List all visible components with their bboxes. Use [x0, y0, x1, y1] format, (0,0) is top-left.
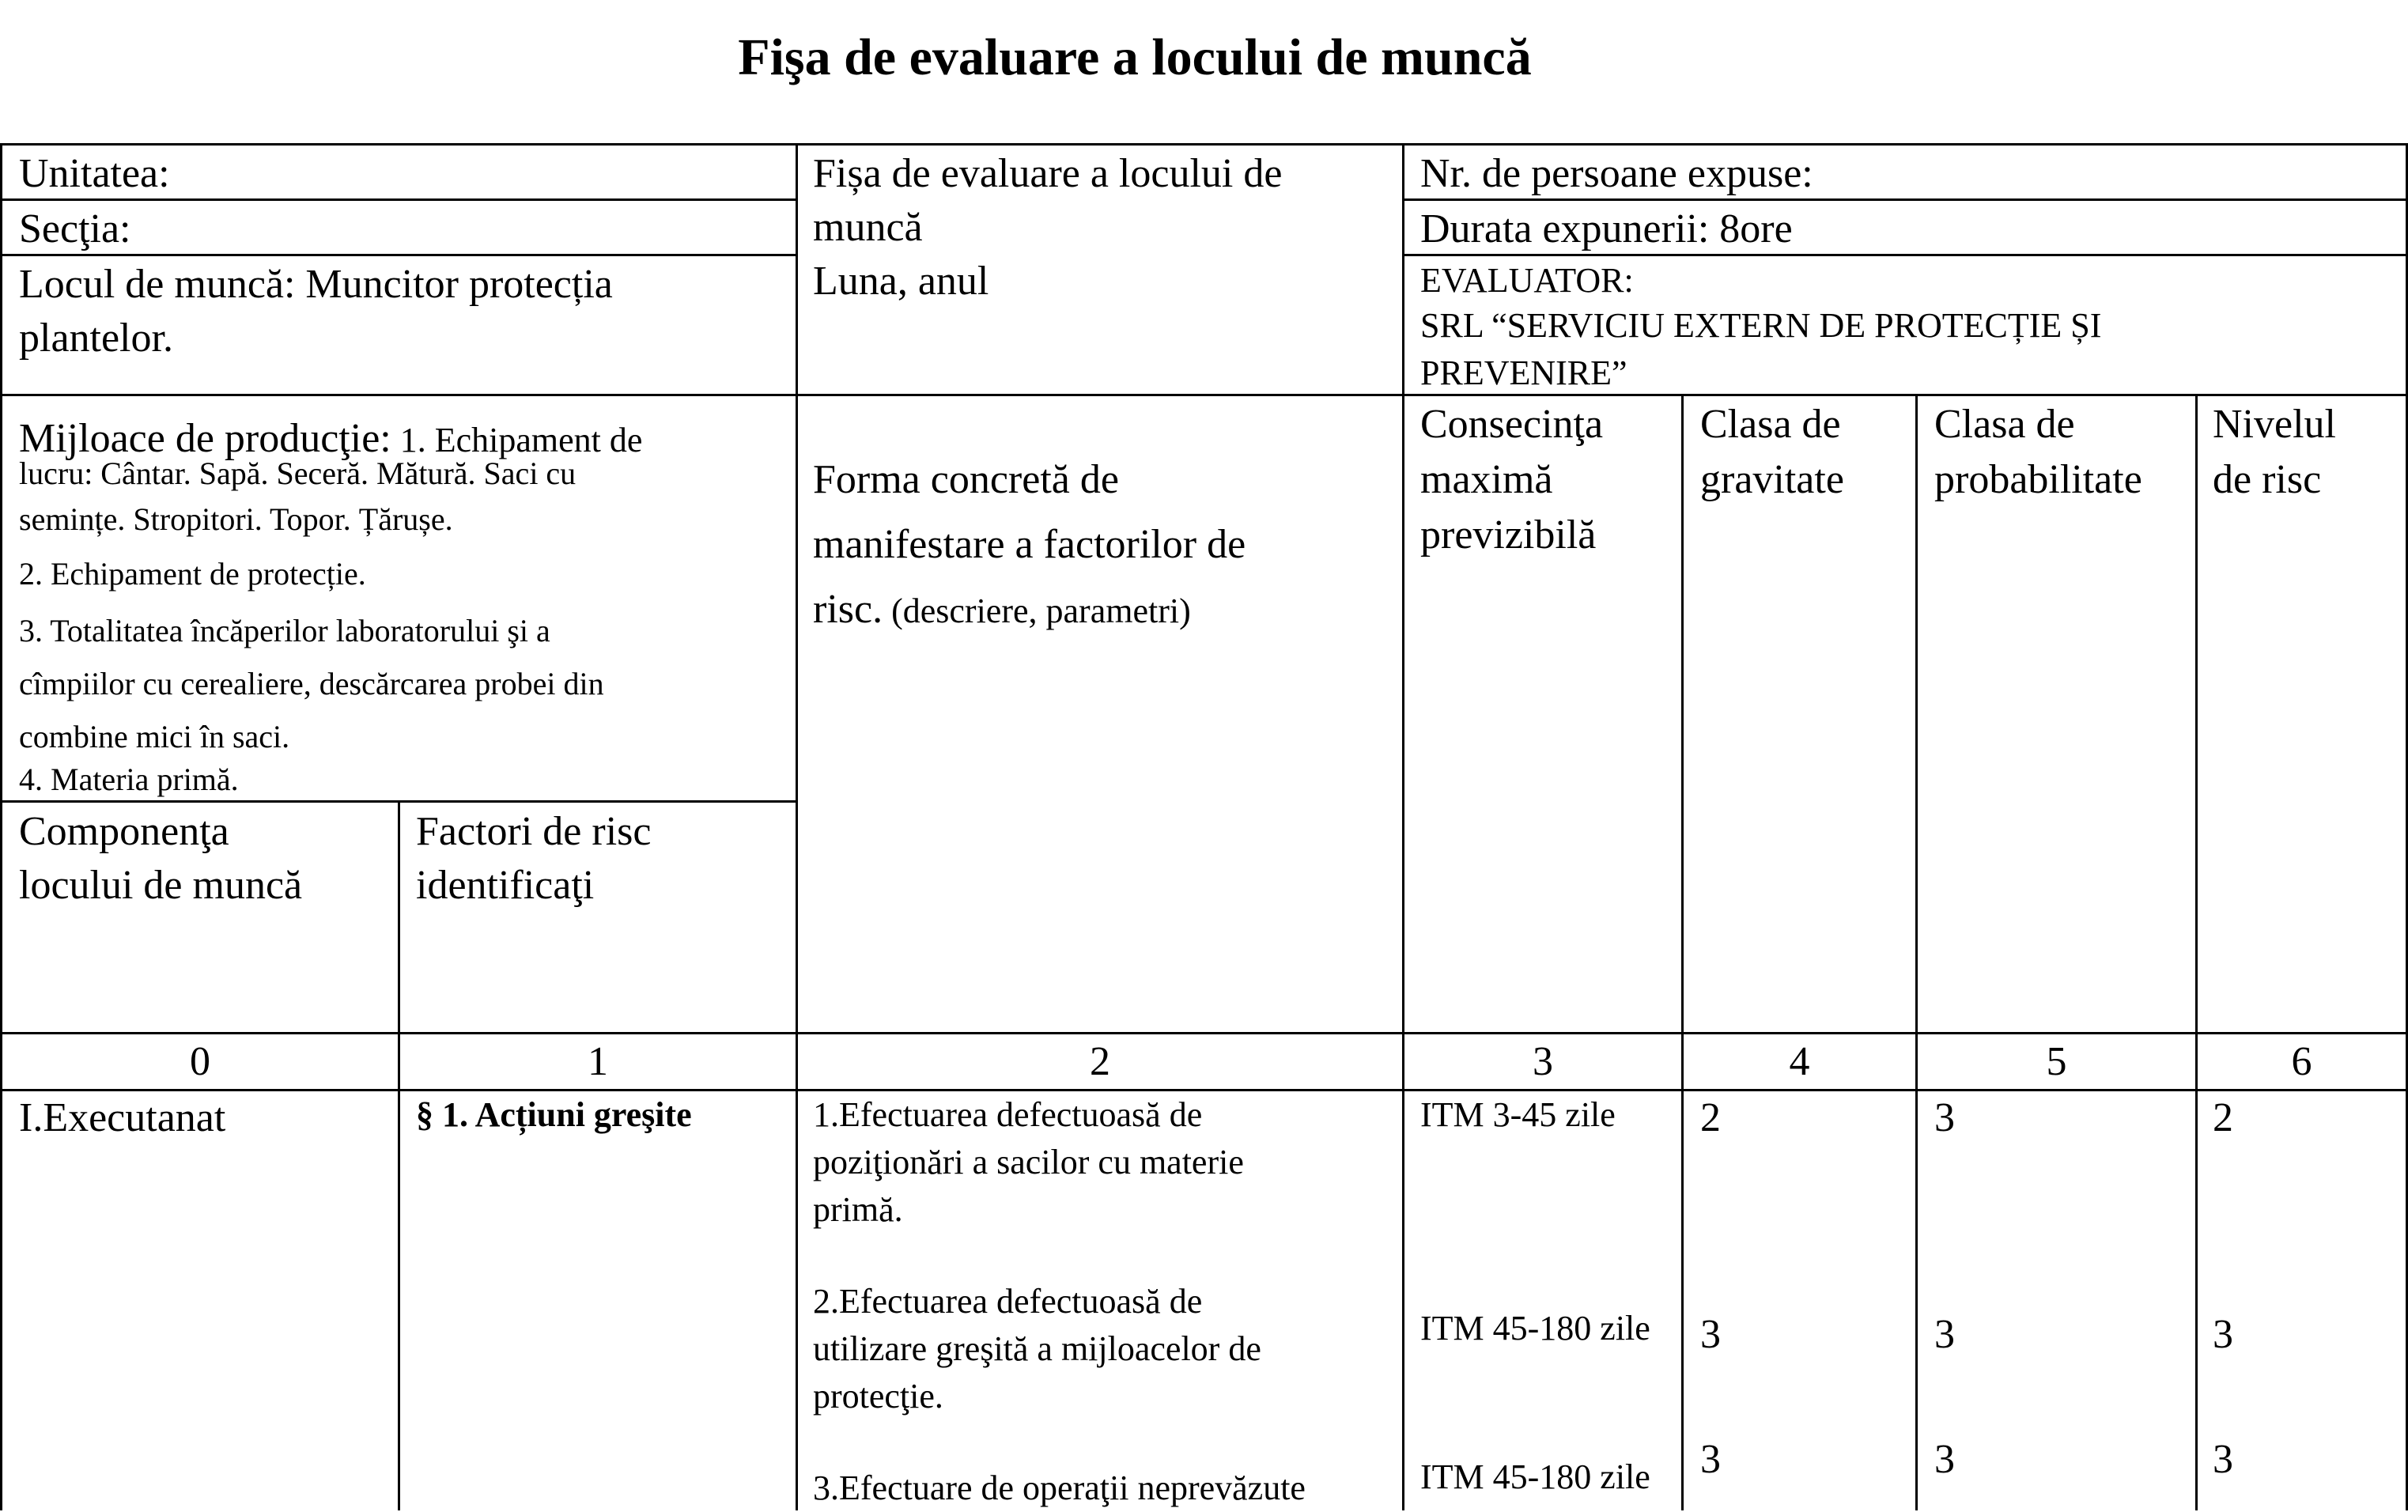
mijloace-label: Mijloace de producţie:: [19, 416, 391, 461]
probabilitate-value-1: 3: [1934, 1095, 1955, 1140]
consecinta-value-2: ITM 45-180 zile: [1420, 1309, 1650, 1348]
mijloace-item-4: 4. Materia primă.: [19, 762, 239, 797]
column-number: 4: [1789, 1039, 1810, 1084]
gravitate-value-1: 2: [1700, 1095, 1721, 1140]
consecinta-header: Consecinţa maximă previzibilă: [1420, 402, 1604, 558]
document-title: Fişa de evaluare a locului de muncă: [738, 28, 1532, 86]
mijloace-item-2: 2. Echipament de protecție.: [19, 556, 366, 592]
mijloace-item-1-detail: lucru: Cântar. Sapă. Seceră. Mătură. Saci cu semințe. Stropitori. Topor. Țărușe.: [19, 455, 576, 537]
nr-persoane-label: Nr. de persoane expuse:: [1420, 151, 1813, 196]
table-border-left: [0, 143, 2, 1510]
nivel-header: Nivelul de risc: [2213, 402, 2336, 502]
componenta-header: Componenţa locului de muncă: [19, 809, 303, 908]
locul-de-munca-label: Locul de muncă: Muncitor protecția: [19, 262, 613, 307]
componenta-value: I.Executanat: [19, 1095, 226, 1140]
durata-expunerii-label: Durata expunerii: 8ore: [1420, 206, 1793, 251]
probabilitate-value-2: 3: [1934, 1312, 1955, 1357]
gravitate-value-2: 3: [1700, 1312, 1721, 1357]
column-number: 2: [1090, 1039, 1110, 1084]
nivel-value-2: 3: [2213, 1312, 2233, 1357]
probabilitate-header: Clasa de probabilitate: [1934, 402, 2142, 502]
luna-anul-label: Luna, anul: [813, 259, 989, 304]
risk-description-3: 3.Efectuare de operaţii neprevăzute: [813, 1469, 1306, 1507]
forma-header: [813, 397, 1246, 647]
nivel-value-1: 2: [2213, 1095, 2233, 1140]
column-divider: [1915, 394, 1918, 1510]
sectia-label: Secţia:: [19, 206, 131, 251]
gravitate-value-3: 3: [1700, 1437, 1721, 1482]
column-number: 5: [2046, 1039, 2067, 1084]
nivel-value-3: 3: [2213, 1437, 2233, 1482]
factori-header: Factori de risc identificaţi: [416, 809, 652, 908]
locul-de-munca-continuation: plantelor.: [19, 316, 173, 361]
column-divider: [2195, 394, 2198, 1510]
evaluator-label: EVALUATOR:: [1420, 261, 1634, 300]
column-divider: [1681, 394, 1684, 1510]
column-number: 1: [588, 1039, 608, 1084]
table-border-top: [0, 143, 2408, 146]
column-number: 3: [1533, 1039, 1553, 1084]
row-divider: [0, 1032, 2408, 1034]
factor-value: § 1. Acțiuni greşite: [416, 1095, 692, 1134]
gravitate-header: Clasa de gravitate: [1700, 402, 1844, 502]
fisa-title-cell: Fișa de evaluare a locului de muncă: [813, 151, 1283, 250]
column-divider: [1402, 143, 1404, 1510]
column-number: 6: [2291, 1039, 2312, 1084]
risk-description-2: 2.Efectuarea defectuoasă de utilizare greşită a mijloacelor de protecţie.: [813, 1282, 1261, 1416]
mijloace-item-3: 3. Totalitatea încăperilor laboratorului şi a cîmpiilor cu cerealiere, descărcarea probei din combine mici în saci.: [19, 613, 604, 754]
risk-description-1: 1.Efectuarea defectuoasă de poziţionări a sacilor cu materie primă.: [813, 1095, 1244, 1229]
column-divider: [796, 143, 798, 1510]
evaluator-value: SRL “SERVICIU EXTERN DE PROTECȚIE ȘI PREVENIRE”: [1420, 306, 2102, 392]
forma-header-note: (descriere, parametri): [883, 592, 1191, 630]
forma-header-main: Forma concretă de manifestare a factorilor de risc.: [813, 457, 1246, 632]
column-divider: [398, 800, 400, 1510]
consecinta-value-3: ITM 45-180 zile: [1420, 1457, 1650, 1496]
column-number: 0: [190, 1039, 210, 1084]
probabilitate-value-3: 3: [1934, 1437, 1955, 1482]
unitatea-label: Unitatea:: [19, 151, 170, 196]
mijloace-item-1: 1. Echipament de: [391, 421, 643, 459]
consecinta-value-1: ITM 3-45 zile: [1420, 1095, 1616, 1134]
